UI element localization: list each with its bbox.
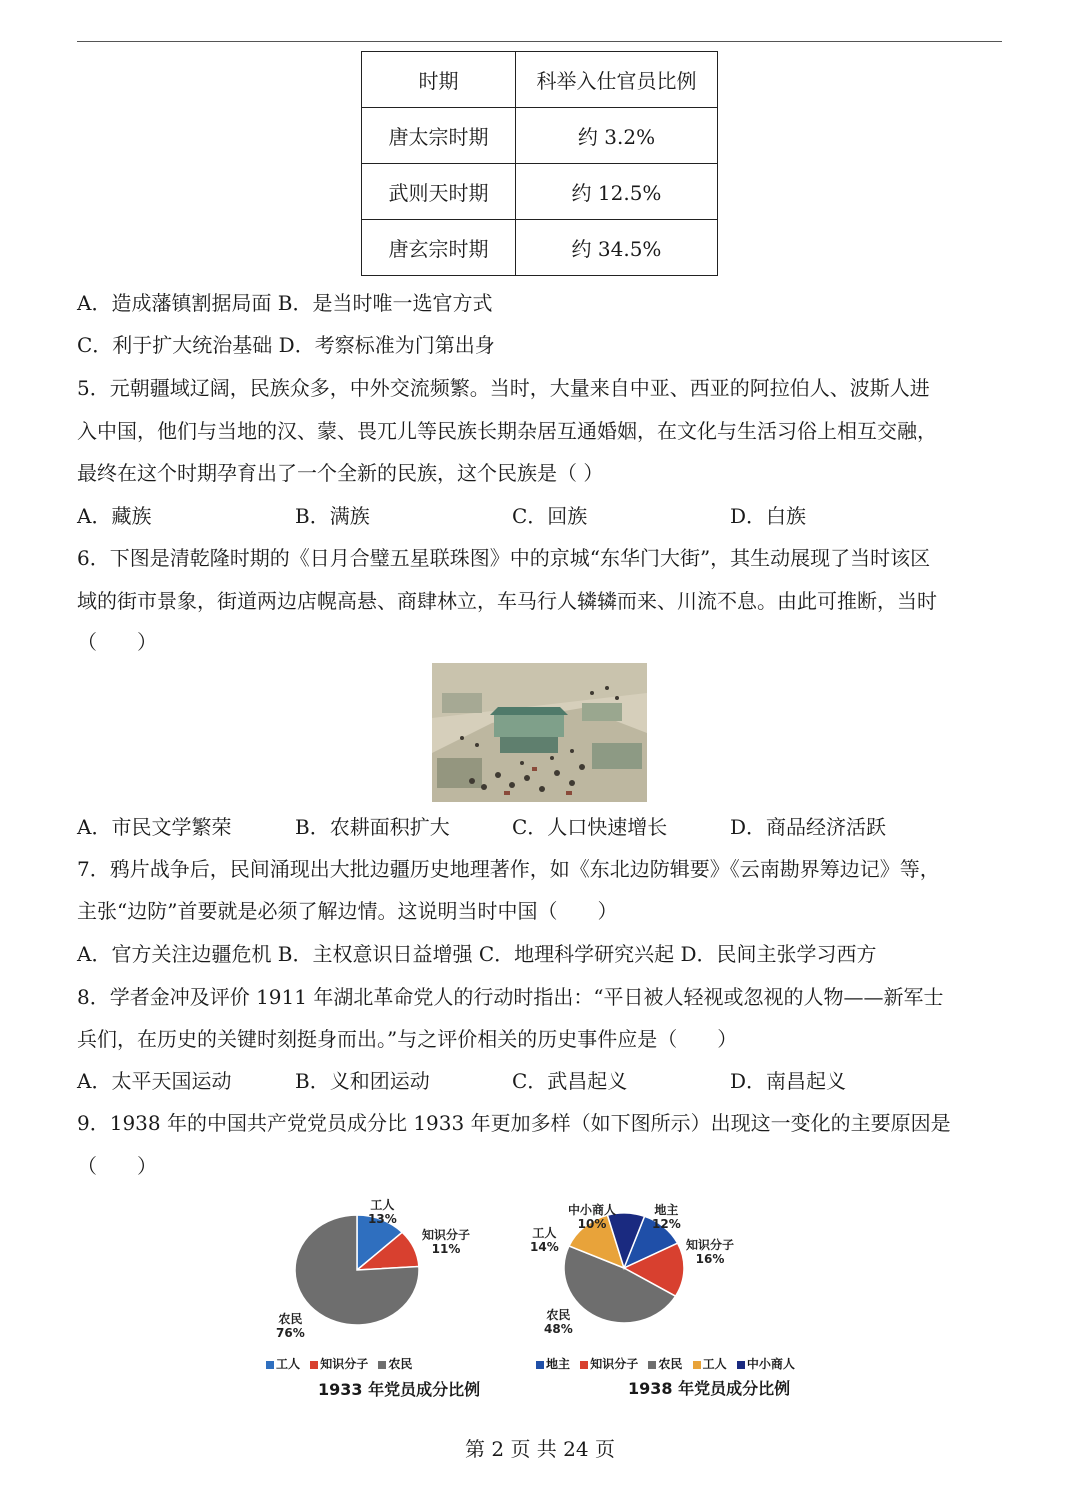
pie-label-worker: 工人 14%: [530, 1226, 559, 1254]
table-row: [362, 108, 718, 164]
legend-item: 工人: [702, 1357, 727, 1371]
q5-stem-line: 入中国，他们与当地的汉、蒙、畏兀儿等民族长期杂居互通婚姻，在文化与生活习俗上相互交融，: [77, 419, 937, 443]
legend-item: 农民: [388, 1357, 413, 1371]
pie-legend-1933: [260, 1355, 412, 1372]
table-header-cell: 时期: [362, 52, 516, 108]
header-rule: [77, 41, 1002, 42]
q7-options: A．官方关注边疆危机 B．主权意识日益增强 C．地理科学研究兴起 D．民间主张学习西方: [77, 942, 877, 966]
option-a: A．太平天国运动: [77, 1069, 232, 1093]
table-cell: 约 34.5%: [516, 220, 718, 276]
option-b: B．义和团运动: [295, 1069, 430, 1093]
option-c: C．回族: [512, 504, 588, 528]
legend-item: 中小商人: [746, 1357, 795, 1371]
legend-item: 地主: [546, 1357, 571, 1371]
option-d: D．白族: [730, 504, 807, 528]
pie-label-worker: 工人 13%: [368, 1198, 397, 1226]
table-cell: 约 12.5%: [516, 164, 718, 220]
q6-stem-line: 6．下图是清乾隆时期的《日月合璧五星联珠图》中的京城“东华门大街”，其生动展现了当时该区: [77, 546, 931, 570]
q8-stem-line: 兵们，在历史的关键时刻挺身而出。”与之评价相关的历史事件应是（ ）: [77, 1027, 738, 1051]
table-row: [362, 220, 718, 276]
table-row: [362, 164, 718, 220]
q7-stem-line: 7．鸦片战争后，民间涌现出大批边疆历史地理著作，如《东北边防辑要》《云南勘界筹边记》等，: [77, 857, 940, 881]
table-cell: 武则天时期: [362, 164, 516, 220]
option-c: C．人口快速增长: [512, 815, 668, 839]
pie-label-peasant: 农民 48%: [544, 1308, 573, 1336]
pie-label-merchant: 中小商人 10%: [568, 1203, 617, 1231]
q8-stem-line: 8．学者金冲及评价 1911 年湖北革命党人的行动时指出：“平日被人轻视或忽视的人物——新军士: [77, 985, 944, 1009]
pie-chart-1938: [530, 1195, 830, 1400]
q6-stem-line: 域的街市景象，街道两边店幌高悬、商肆林立，车马行人辚辚而来、川流不息。由此可推断，当时: [77, 589, 937, 613]
pie-chart-1933: [260, 1195, 500, 1400]
option-b: B．满族: [295, 504, 370, 528]
q9-stem-line: （ ）: [77, 1154, 157, 1178]
option-d: D．南昌起义: [730, 1069, 847, 1093]
option-b: B．农耕面积扩大: [295, 815, 450, 839]
legend-item: 农民: [658, 1357, 683, 1371]
pie-label-intellectual: 知识分子 16%: [686, 1238, 735, 1266]
table-cell: 唐太宗时期: [362, 108, 516, 164]
chart-caption-1938: 1938 年党员成分比例: [628, 1379, 791, 1398]
option-d: D．商品经济活跃: [730, 815, 887, 839]
pie-label-intellectual: 知识分子 11%: [422, 1228, 471, 1256]
imperial-exam-table: [361, 51, 718, 276]
table-header-row: [362, 52, 718, 108]
q5-stem-line: 5．元朝疆域辽阔，民族众多，中外交流频繁。当时，大量来自中亚、西亚的阿拉伯人、波斯人进: [77, 376, 930, 400]
legend-item: 知识分子: [320, 1357, 369, 1371]
qing-street-painting: [432, 663, 647, 802]
q6-stem-line: （ ）: [77, 630, 157, 654]
pie-legend-1938: [530, 1355, 795, 1372]
q9-stem-line: 9．1938 年的中国共产党党员成分比 1933 年更加多样（如下图所示）出现这一变化的主要原因是: [77, 1111, 951, 1135]
q5-stem-line: 最终在这个时期孕育出了一个全新的民族，这个民族是（ ）: [77, 461, 604, 485]
q4-options-line-1: A．造成藩镇割据局面 B．是当时唯一选官方式: [77, 291, 493, 315]
chart-caption-1933: 1933 年党员成分比例: [318, 1380, 481, 1399]
page-footer: 第 2 页 共 24 页: [465, 1437, 615, 1461]
legend-item: 知识分子: [590, 1357, 639, 1371]
option-a: A．藏族: [77, 504, 152, 528]
legend-item: 工人: [276, 1357, 301, 1371]
table-cell: 唐玄宗时期: [362, 220, 516, 276]
q7-stem-line: 主张“边防”首要就是必须了解边情。这说明当时中国（ ）: [77, 899, 618, 923]
pie-label-peasant: 农民 76%: [276, 1312, 305, 1340]
table-cell: 约 3.2%: [516, 108, 718, 164]
pie-label-landlord: 地主 12%: [652, 1203, 681, 1231]
table-header-cell: 科举入仕官员比例: [516, 52, 718, 108]
option-c: C．武昌起义: [512, 1069, 628, 1093]
q4-options-line-2: C．利于扩大统治基础 D．考察标准为门第出身: [77, 333, 495, 357]
option-a: A．市民文学繁荣: [77, 815, 232, 839]
